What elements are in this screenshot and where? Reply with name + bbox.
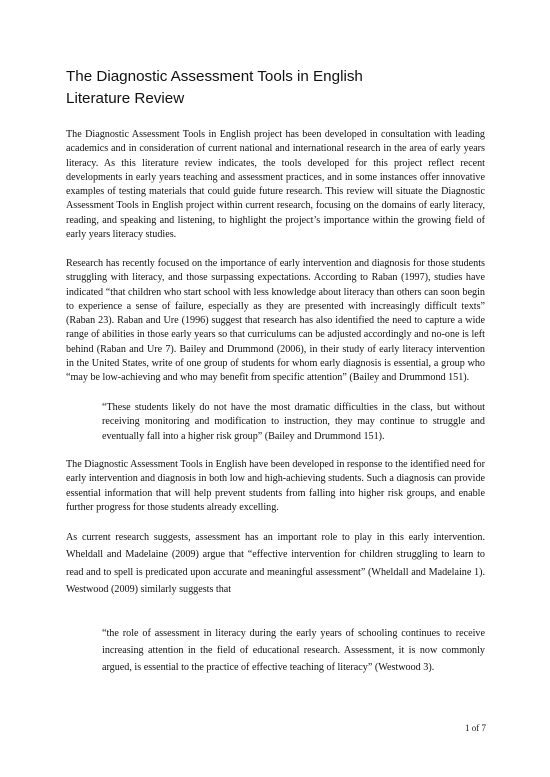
paragraph-assessment-role: As current research suggests, assessment has an important role to play in this early intervention. Wheldall and Madelaine (2009) argue that “effective intervention for children struggling to learn to read and to spell is predicated upon accurate and meaningful assessment” (Wheldall and Madelaine 1). Westwood (2009) similarly suggests that <box>66 532 485 595</box>
paragraph-research: Research has recently focused on the importance of early intervention and diagnosis for those students struggling with literacy, and those surpassing expectations. According to Raban (1997), studies have indicated “that children who start school with less knowledge about literacy than others can soon begin to experience a sense of failure, especially as they are presented with increasingly difficult texts” (Raban 23). Raban and Ure (1996) suggest that research has also identified the need to capture a wide range of abilities in those early years so that curriculums can be adjusted accordingly and no-one is left behind (Raban and Ure 7). Bailey and Drummond (2006), in their study of early literacy intervention in the United States, write of one group of students for whom early diagnosis is essential, a group who “may be low-achieving and who may benefit from specific attention” (Bailey and Drummond 151). <box>66 258 485 384</box>
paragraph-tools-response: The Diagnostic Assessment Tools in English have been developed in response to the identified need for early intervention and diagnosis in both low and high-achieving students. Such a diagnosis can provide essential information that will help prevent students from falling into higher risk groups, and enable further progress for those students already excelling. <box>66 459 485 513</box>
title-line-1: The Diagnostic Assessment Tools in English <box>66 68 363 85</box>
block-quote-bailey-drummond: “These students likely do not have the most dramatic difficulties in the class, but without receiving monitoring and modification to instruction, they may continue to struggle and eventually fall into a higher risk group” (Bailey and Drummond 151). <box>102 402 485 442</box>
block-quote-westwood: “the role of assessment in literacy during the early years of schooling continues to receive increasing attention in the field of educational research. Assessment, it is now commonly argued, is essential to the practice of effective teaching of literacy” (Westwood 3). <box>102 628 485 674</box>
page-number: 1 of 7 <box>465 723 486 733</box>
paragraph-intro: The Diagnostic Assessment Tools in English project has been developed in consultation with leading academics and in consideration of current national and international research in the area of early years literacy. As this literature review indicates, the tools developed for this project reflect recent developments in early years teaching and assessment practices, and in some instances offer innovative examples of testing materials that could guide future research. This review will situate the Diagnostic Assessment Tools in English project within current research, focusing on the domains of early literacy, reading, and speaking and listening, to highlight the project’s importance within the growing field of early years literacy studies. <box>66 129 485 241</box>
document-title <box>66 66 496 110</box>
title-line-2: Literature Review <box>66 90 185 107</box>
